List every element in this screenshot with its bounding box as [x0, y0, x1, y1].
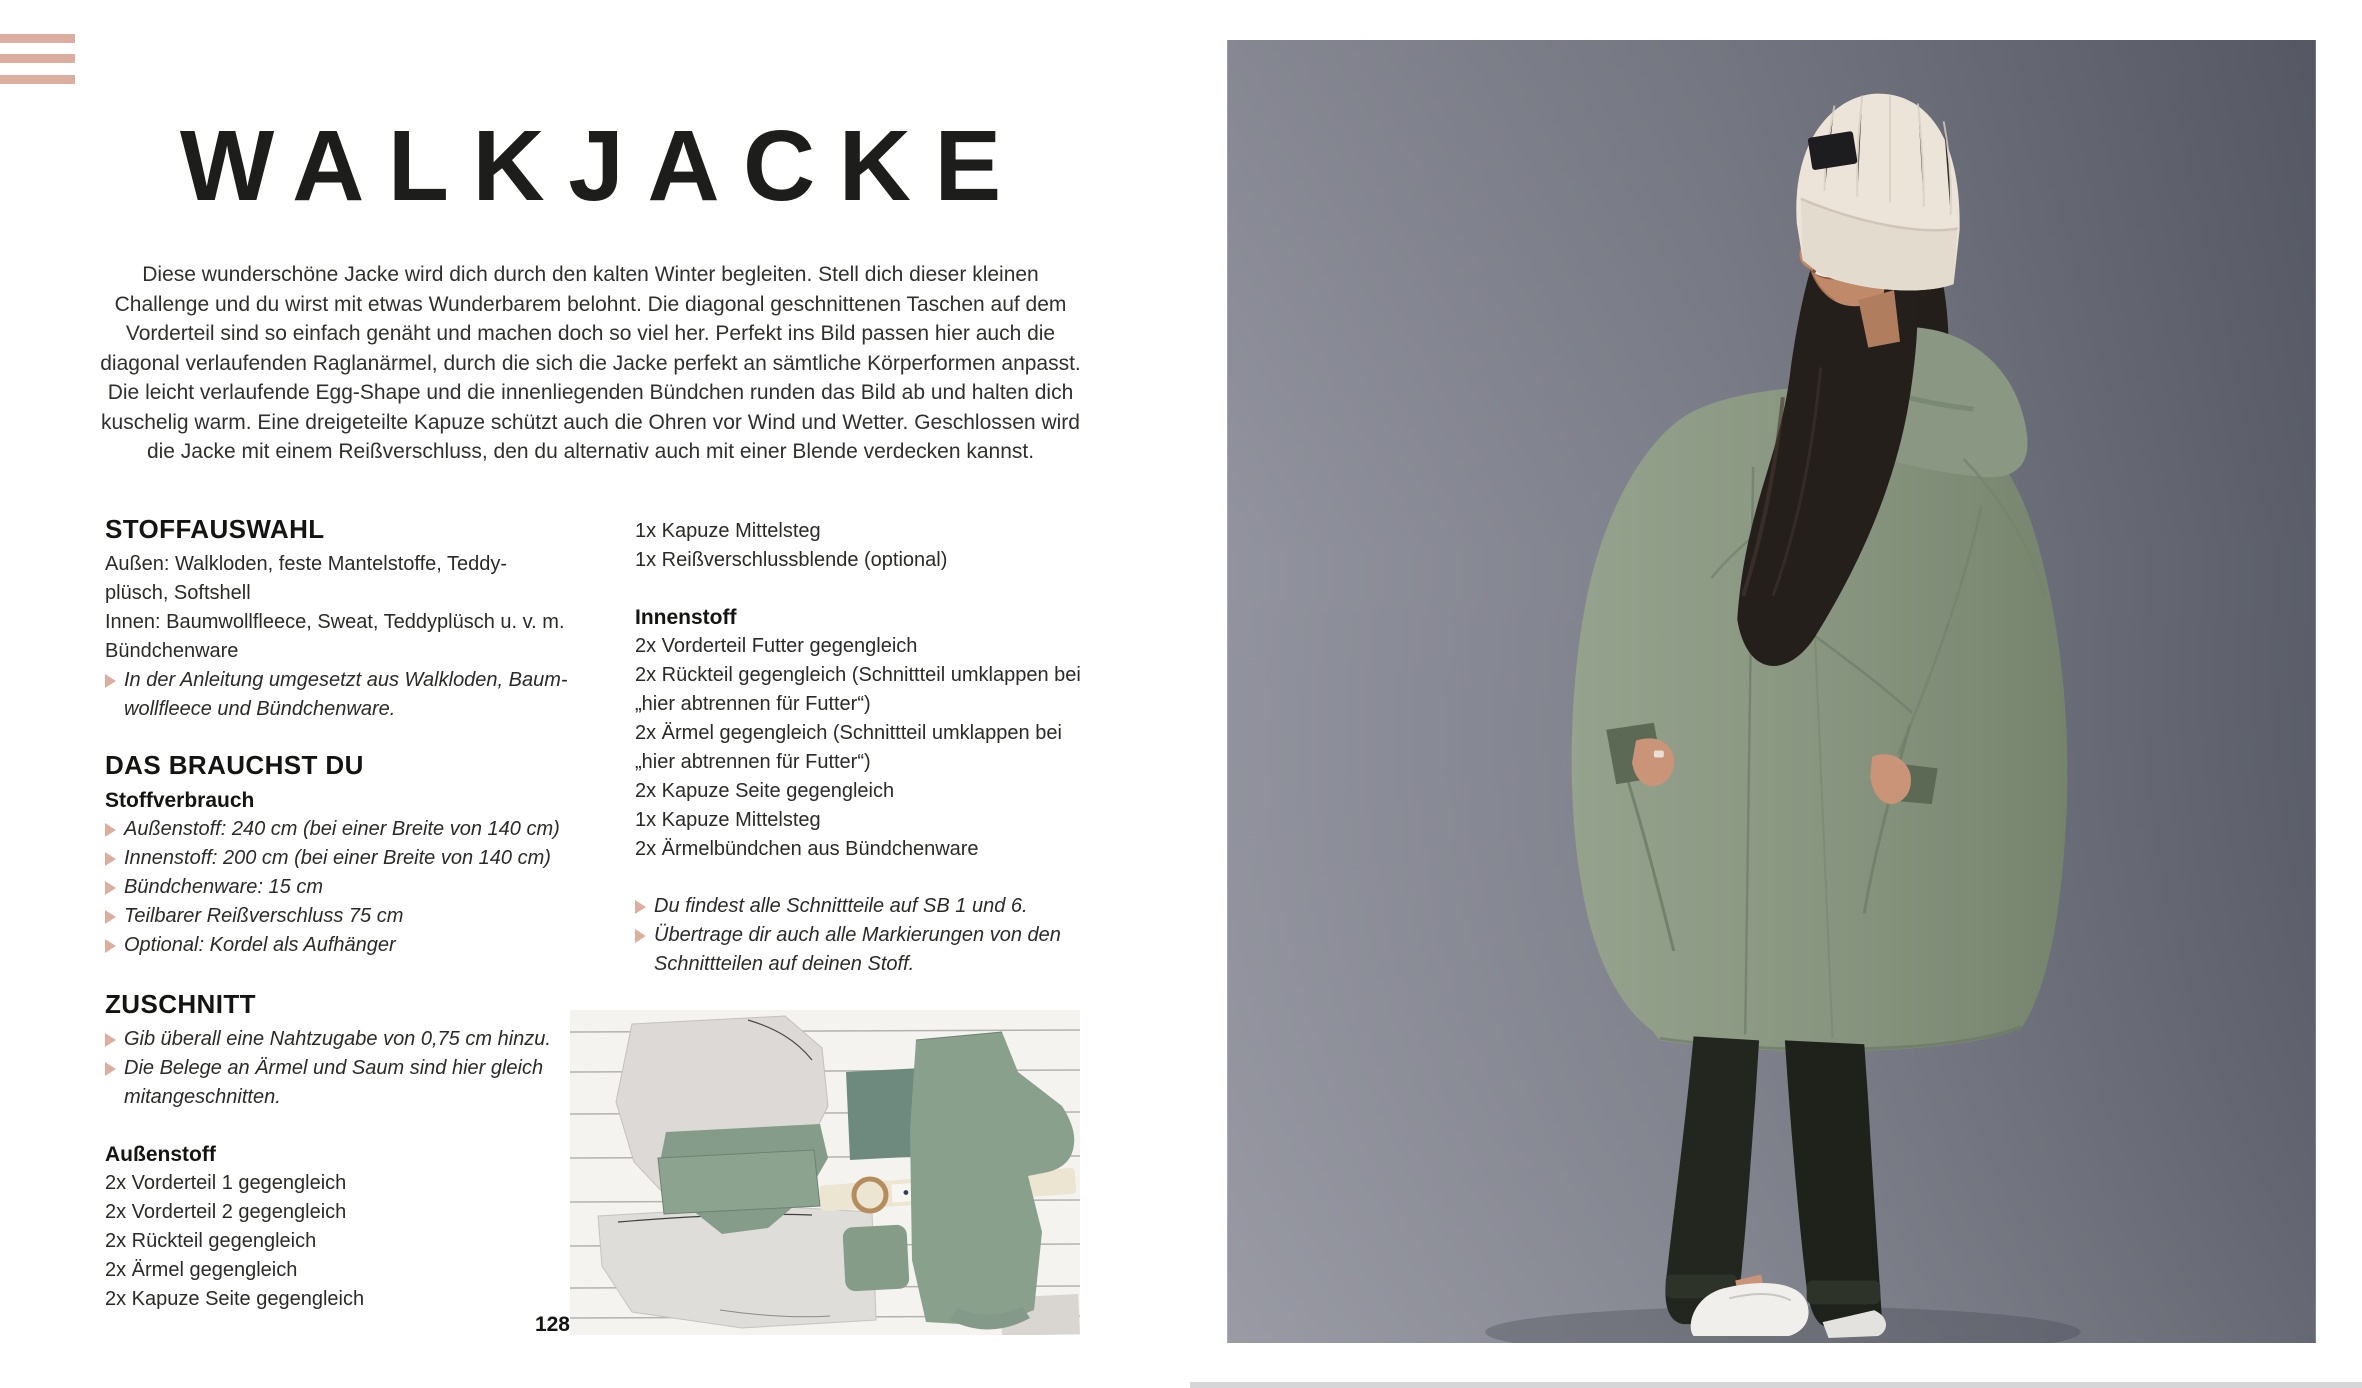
column-left [105, 514, 580, 1314]
subheading-stoffverbrauch: Stoffverbrauch [105, 789, 255, 812]
list-item: 2x Ärmelbündchen aus Bündchenware [635, 838, 979, 860]
spacer [105, 960, 580, 989]
triangle-bullet-icon [105, 852, 116, 866]
triangle-bullet-icon [105, 823, 116, 837]
model-illustration [1223, 40, 2320, 1343]
intro-line: Diese wunderschöne Jacke wird dich durch den kalten Winter begleiten. Stell dich dieser kleinen [142, 263, 1039, 286]
list-item: 2x Ärmel gegengleich (Schnittteil umklappen bei „hier abtrennen für Futter“) [635, 722, 1062, 773]
list-item: 2x Kapuze Seite gegengleich [635, 780, 895, 802]
note-bullet [105, 873, 580, 902]
list-item: 2x Vorderteil 2 gegengleich [105, 1201, 347, 1223]
note-text: Die Belege an Ärmel und Saum sind hier gleich mitangeschnitten. [124, 1057, 544, 1108]
note-text: Innenstoff: 200 cm (bei einer Breite von 140 cm) [124, 847, 551, 869]
note-bullet [105, 1054, 545, 1112]
spacer [105, 724, 580, 750]
note-text: Bündchenware: 15 cm [124, 876, 324, 898]
column-right [635, 517, 1090, 979]
note-text: Gib überall eine Nahtzugabe von 0,75 cm hinzu. [124, 1028, 551, 1050]
list-item: 2x Vorderteil 1 gegengleich [105, 1172, 347, 1194]
triangle-bullet-icon [105, 674, 116, 688]
spacer [635, 864, 1090, 892]
text-line: plüsch, Softshell [105, 582, 251, 604]
note-text: Übertrage dir auch alle Markierungen von den Schnittteilen auf deinen Stoff. [654, 924, 1061, 975]
note-bullet [635, 892, 1090, 921]
stripe-bar [0, 34, 75, 43]
text-line: Außen: Walkloden, feste Mantelstoffe, Teddy- [105, 553, 508, 575]
list-item: 2x Vorderteil Futter gegengleich [635, 635, 918, 657]
section-heading-zuschnitt: ZUSCHNITT [105, 989, 256, 1019]
stripes-decoration-icon [0, 34, 75, 84]
triangle-bullet-icon [635, 900, 646, 914]
note-bullet [105, 844, 580, 873]
intro-line: die Jacke mit einem Reißverschluss, den du alternativ auch mit einer Blende verdecken kannst. [146, 440, 1035, 463]
section-heading-das-brauchst-du: DAS BRAUCHST DU [105, 750, 364, 780]
note-line: In der Anleitung umgesetzt aus Walkloden, Baum- [124, 669, 568, 691]
note-bullet [105, 931, 580, 960]
intro-line: Challenge und du wirst mit etwas Wunderbarem belohnt. Die diagonal geschnittenen Taschen auf dem [114, 292, 1067, 316]
subheading-innenstoff: Innenstoff [635, 606, 737, 629]
list-item: 2x Rückteil gegengleich (Schnittteil umklappen bei „hier abtrennen für Futter“) [635, 664, 1081, 715]
note-text: Du findest alle Schnittteile auf SB 1 und 6. [654, 895, 1028, 917]
cut-pattern-pieces-illustration [570, 1010, 1080, 1335]
spacer [635, 575, 1090, 603]
note-line: wollfleece und Bündchenware. [124, 698, 396, 720]
intro-line: kuschelig warm. Eine dreigeteilte Kapuze schützt auch die Ohren vor Wind und Wetter. Geschlossen wird [101, 410, 1080, 434]
note-bullet [635, 921, 1075, 979]
note-text: Optional: Kordel als Aufhänger [124, 934, 396, 956]
list-item: 2x Ärmel gegengleich [105, 1259, 298, 1281]
page-number: 128 [534, 1313, 570, 1336]
triangle-bullet-icon [635, 929, 646, 943]
section-heading-stoffauswahl: STOFFAUSWAHL [105, 514, 325, 544]
next-page-edge [1190, 1382, 2362, 1388]
model-photo [1223, 40, 2320, 1343]
note-text: Teilbarer Reißverschluss 75 cm [124, 905, 404, 927]
triangle-bullet-icon [105, 910, 116, 924]
cut-pattern-pieces-photo [570, 1010, 1080, 1335]
note-text [124, 666, 580, 724]
list-item: 2x Rückteil gegengleich [105, 1230, 317, 1252]
stripe-bar [0, 54, 75, 63]
text-line: Bündchenware [105, 640, 239, 662]
list-item: 1x Kapuze Mittelsteg [635, 809, 821, 831]
note-bullet [105, 1025, 580, 1054]
note-bullet [105, 902, 580, 931]
list-item: 1x Kapuze Mittelsteg [635, 520, 821, 542]
list-item: 2x Kapuze Seite gegengleich [105, 1288, 365, 1310]
intro-line: Vorderteil sind so einfach genäht und machen doch so viel her. Perfekt ins Bild passen hier auch die [125, 322, 1056, 345]
intro-line: Die leicht verlaufende Egg-Shape und die innenliegenden Bündchen runden das Bild ab und halten dich [107, 381, 1074, 404]
spacer [105, 1112, 580, 1140]
triangle-bullet-icon [105, 1062, 116, 1076]
note-bullet [105, 666, 580, 724]
triangle-bullet-icon [105, 881, 116, 895]
intro-line: diagonal verlaufenden Raglanärmel, durch die sich die Jacke perfekt an sämtliche Körperformen anpasst. [100, 351, 1081, 375]
list-item: 1x Reißverschlussblende (optional) [635, 549, 948, 571]
subheading-aussenstoff: Außenstoff [105, 1143, 216, 1166]
page-title: WALKJACKE [179, 110, 1025, 222]
triangle-bullet-icon [105, 1033, 116, 1047]
note-bullet [105, 815, 580, 844]
triangle-bullet-icon [105, 939, 116, 953]
note-text: Außenstoff: 240 cm (bei einer Breite von 140 cm) [124, 818, 560, 840]
stripe-bar [0, 75, 75, 84]
text-line: Innen: Baumwollfleece, Sweat, Teddyplüsch u. v. m. [105, 611, 565, 633]
intro-paragraph [0, 260, 1181, 467]
